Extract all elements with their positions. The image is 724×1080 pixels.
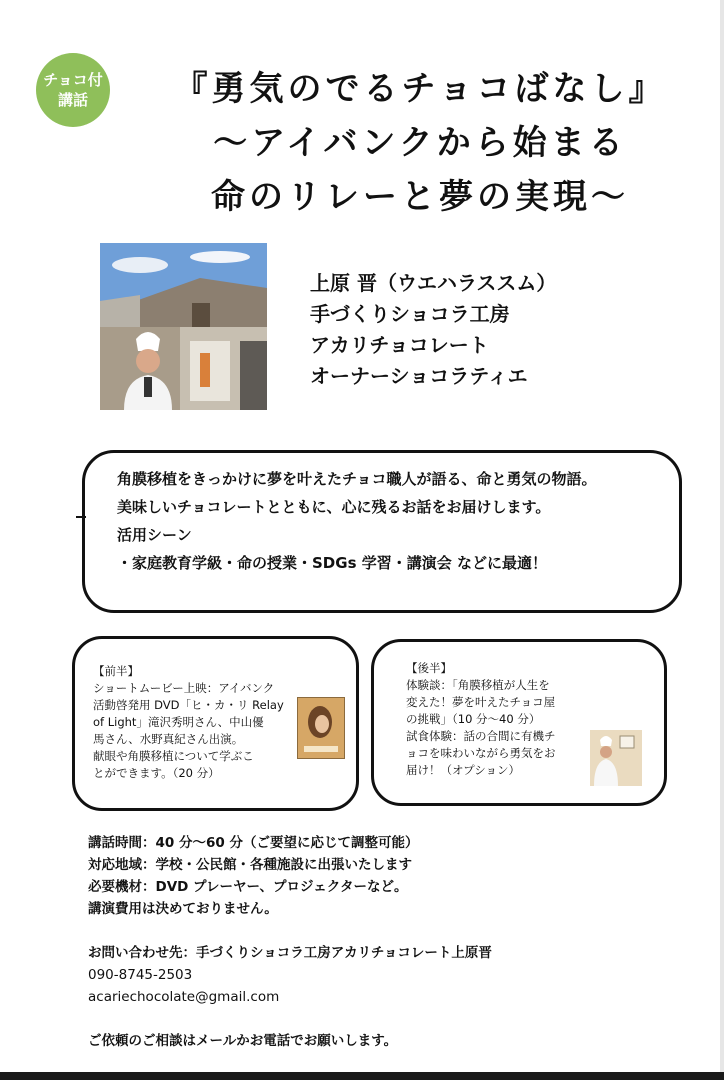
profile-photo: [100, 243, 267, 410]
page-edge: [720, 0, 724, 1072]
contact-label: お問い合わせ先：手づくりショコラ工房アカリチョコレート上原晋: [88, 945, 492, 961]
profile-line4: オーナーショコラティエ: [310, 364, 528, 388]
badge-line1: チョコ付: [43, 71, 103, 89]
first-half-heading: 【前半】: [93, 664, 139, 678]
second-half-line: 変えた！夢を叶えたチョコ屋: [406, 695, 556, 709]
first-half-text: [93, 663, 293, 782]
first-half-line: ショートムービー上映：アイバンク: [93, 681, 275, 695]
first-half-box: [72, 636, 359, 811]
intro-line3: 活用シーン: [117, 526, 192, 544]
badge: [36, 53, 110, 127]
second-half-text: [406, 660, 592, 779]
first-half-line: of Light」滝沢秀明さん、中山優: [93, 715, 264, 729]
title-line2: ～アイバンクから始まる: [213, 123, 627, 163]
first-half-line: 献眼や角膜移植について学ぶこ: [93, 749, 254, 763]
second-half-heading: 【後半】: [406, 661, 452, 675]
intro-line1: 角膜移植をきっかけに夢を叶えたチョコ職人が語る、命と勇気の物語。: [117, 470, 597, 488]
profile-line3: アカリチョコレート: [310, 333, 489, 357]
intro-line2: 美味しいチョコレートとともに、心に残るお話をお届けします。: [117, 498, 551, 516]
service-area: 対応地域：学校・公民館・各種施設に出張いたします: [88, 857, 412, 873]
lecture-time: 講話時間：40 分～60 分（ご要望に応じて調整可能）: [88, 835, 419, 851]
second-half-line: 体験談：「角膜移植が人生を: [406, 678, 550, 692]
page-title: [150, 62, 690, 224]
intro-line4: ・家庭教育学級・命の授業・SDGs 学習・講演会 などに最適！: [117, 554, 547, 572]
title-line1: 『勇気のでるチョコばなし』: [173, 69, 667, 109]
profile-line2: 手づくりショコラ工房: [310, 302, 510, 326]
spacer: [88, 1008, 492, 1030]
second-half-line: 試食体験：話の合間に有機チ: [406, 729, 556, 743]
first-half-line: とができます。（20 分）: [93, 766, 220, 780]
spacer: [88, 920, 492, 942]
contact-email[interactable]: acariechocolate@gmail.com: [88, 989, 280, 1005]
dvd-cover-image: [297, 697, 345, 759]
intro-box: [82, 450, 682, 613]
required-equipment: 必要機材：DVD プレーヤー、プロジェクターなど。: [88, 879, 408, 895]
title-line3: 命のリレーと夢の実現～: [211, 177, 629, 217]
request-note: ご依頼のご相談はメールかお電話でお願いします。: [88, 1033, 398, 1049]
chef-photo: [590, 730, 642, 786]
first-half-line: 馬さん、水野真紀さん出演。: [93, 732, 244, 746]
second-half-line: の挑戦」（10 分～40 分）: [406, 712, 541, 726]
contact-phone[interactable]: 090-8745-2503: [88, 967, 193, 983]
details-section: [88, 832, 492, 1052]
profile-info: [310, 268, 556, 392]
second-half-box: [371, 639, 667, 806]
second-half-line: ョコを味わいながら勇気をお: [406, 746, 556, 760]
badge-line2: 講話: [57, 91, 88, 109]
lecture-fee: 講演費用は決めておりません。: [88, 901, 278, 917]
profile-name: 上原 晋（ウエハラススム）: [310, 271, 557, 295]
bottom-bar: [0, 1072, 724, 1080]
first-half-line: 活動啓発用 DVD「ヒ・カ・リ Relay: [93, 698, 284, 712]
second-half-line: 届け！（オプション）: [406, 763, 520, 777]
